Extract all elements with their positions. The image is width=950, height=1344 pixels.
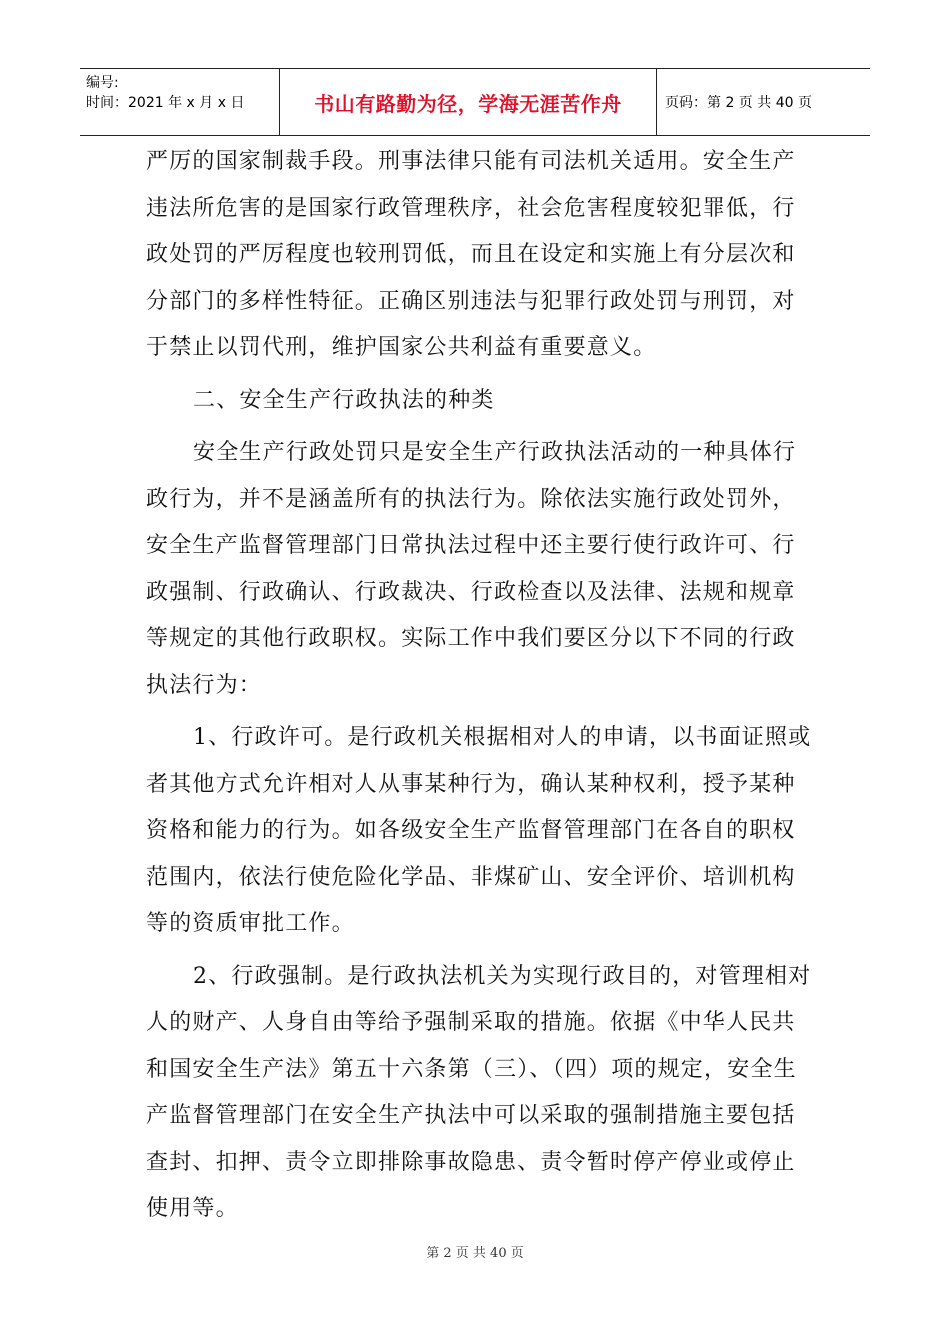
header-meta	[80, 69, 280, 135]
paragraph-continuation: 严厉的国家制裁手段。刑事法律只能有司法机关适用。安全生产违法所危害的是国家行政管理秩序，社会危害程度较犯罪低，行政处罚的严厉程度也较刑罚低，而且在设定和实施上有分层次和分部门的多样性特征。正确区别违法与犯罪行政处罚与刑罚，对于禁止以罚代刑，维护国家公共利益有重要意义。	[146, 149, 796, 360]
document-body	[146, 139, 816, 1233]
header-motto: 书山有路勤为径，学海无涯苦作舟	[280, 69, 657, 135]
document-number-label: 编号:	[86, 75, 119, 91]
page-footer: 第 2 页 共 40 页	[426, 1246, 524, 1261]
paragraph-administrative-coercion: 2、行政强制。是行政执法机关为实现行政目的，对管理相对人的财产、人身自由等给予强制采取的措施。依据《中华人民共和国安全生产法》第五十六条第（三）、（四）项的规定，安全生产监督管理部门在安全生产执法中可以采取的强制措施主要包括查封、扣押、责令立即排除事故隐患、责令暂时停产停业或停止使用等。	[146, 963, 812, 1221]
paragraph-enforcement-types: 安全生产行政处罚只是安全生产行政执法活动的一种具体行政行为，并不是涵盖所有的执法行为。除依法实施行政处罚外，安全生产监督管理部门日常执法过程中还主要行使行政许可、行政强制、行政确认、行政裁决、行政检查以及法律、法规和规章等规定的其他行政职权。实际工作中我们要区分以下不同的行政执法行为：	[146, 440, 797, 698]
document-time-label: 时间：2021 年 x 月 x 日	[86, 95, 245, 111]
document-header	[80, 68, 870, 136]
header-page-info: 页码：第 2 页 共 40 页	[665, 95, 812, 111]
paragraph-administrative-license: 1、行政许可。是行政机关根据相对人的申请，以书面证照或者其他方式允许相对人从事某种行为，确认某种权利，授予某种资格和能力的行为。如各级安全生产监督管理部门在各自的职权范围内，依法行使危险化学品、非煤矿山、安全评价、培训机构等的资质审批工作。	[146, 725, 812, 936]
section-heading: 二、安全生产行政执法的种类	[193, 387, 495, 413]
